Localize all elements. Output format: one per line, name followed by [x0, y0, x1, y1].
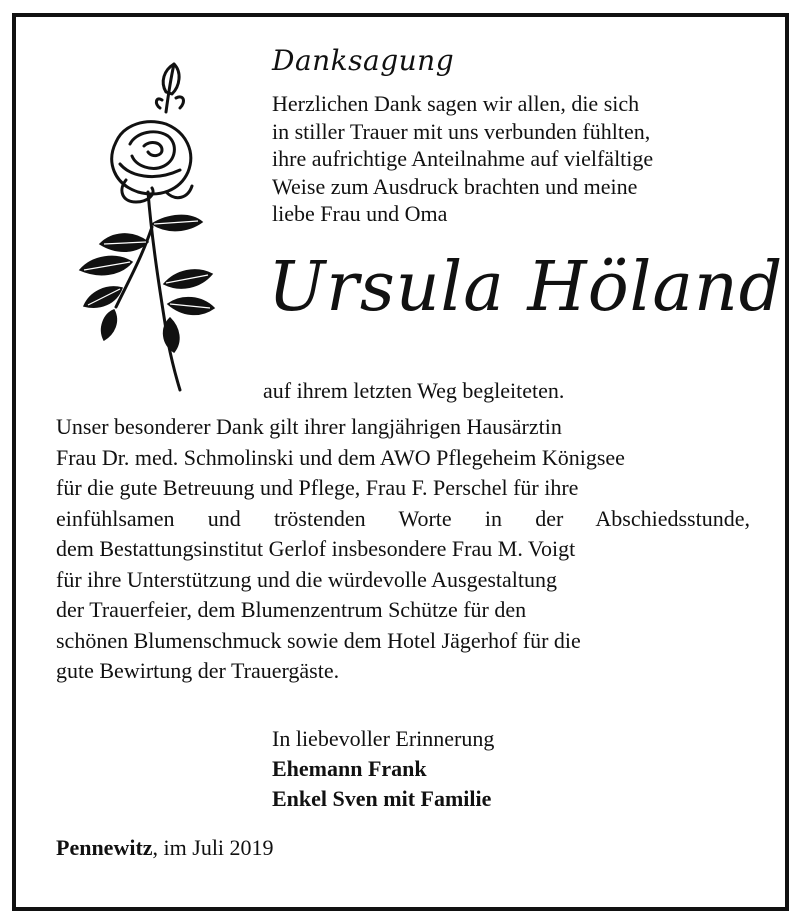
- intro-text: [272, 90, 752, 228]
- body-line: Unser besonderer Dank gilt ihrer langjährigen Hausärztin: [56, 414, 562, 439]
- intro-line: Weise zum Ausdruck brachten und meine: [272, 173, 638, 199]
- body-line: für die gute Betreuung und Pflege, Frau F. Perschel für ihre: [56, 475, 579, 500]
- heading-danksagung: Danksagung: [272, 44, 455, 77]
- body-line: Frau Dr. med. Schmolinski und dem AWO Pflegeheim Königsee: [56, 444, 625, 470]
- date-text: , im Juli 2019: [152, 835, 274, 860]
- intro-line: Herzlichen Dank sagen wir allen, die sich: [272, 91, 640, 116]
- after-name-text: auf ihrem letzten Weg begleiteten.: [263, 378, 565, 403]
- body-line: dem Bestattungsinstitut Gerlof insbesondere Frau M. Voigt: [56, 536, 576, 561]
- signature-intro: In liebevoller Erinnerung: [272, 726, 495, 751]
- rose-illustration: [56, 52, 246, 397]
- body-line: für ihre Unterstützung und die würdevolle Ausgestaltung: [56, 566, 558, 592]
- deceased-name: Ursula Höland: [268, 248, 784, 327]
- place-name: Pennewitz: [56, 835, 153, 860]
- signature-line-2: Enkel Sven mit Familie: [272, 786, 492, 811]
- thanks-body: [56, 412, 756, 687]
- signature-line-1: Ehemann Frank: [272, 756, 427, 781]
- body-line: schönen Blumenschmuck sowie dem Hotel Jägerhof für die: [56, 627, 581, 653]
- intro-line: liebe Frau und Oma: [272, 201, 448, 226]
- body-line: gute Bewirtung der Trauergäste.: [56, 658, 340, 683]
- signature-block: [272, 724, 494, 814]
- place-date: [56, 835, 274, 861]
- body-line: einfühlsamen und tröstenden Worte in der Abschiedsstunde,: [56, 505, 750, 531]
- intro-line: in stiller Trauer mit uns verbunden fühlten,: [272, 118, 651, 144]
- intro-line: ihre aufrichtige Anteilnahme auf vielfältige: [272, 146, 654, 171]
- body-line: der Trauerfeier, dem Blumenzentrum Schütze für den: [56, 597, 527, 622]
